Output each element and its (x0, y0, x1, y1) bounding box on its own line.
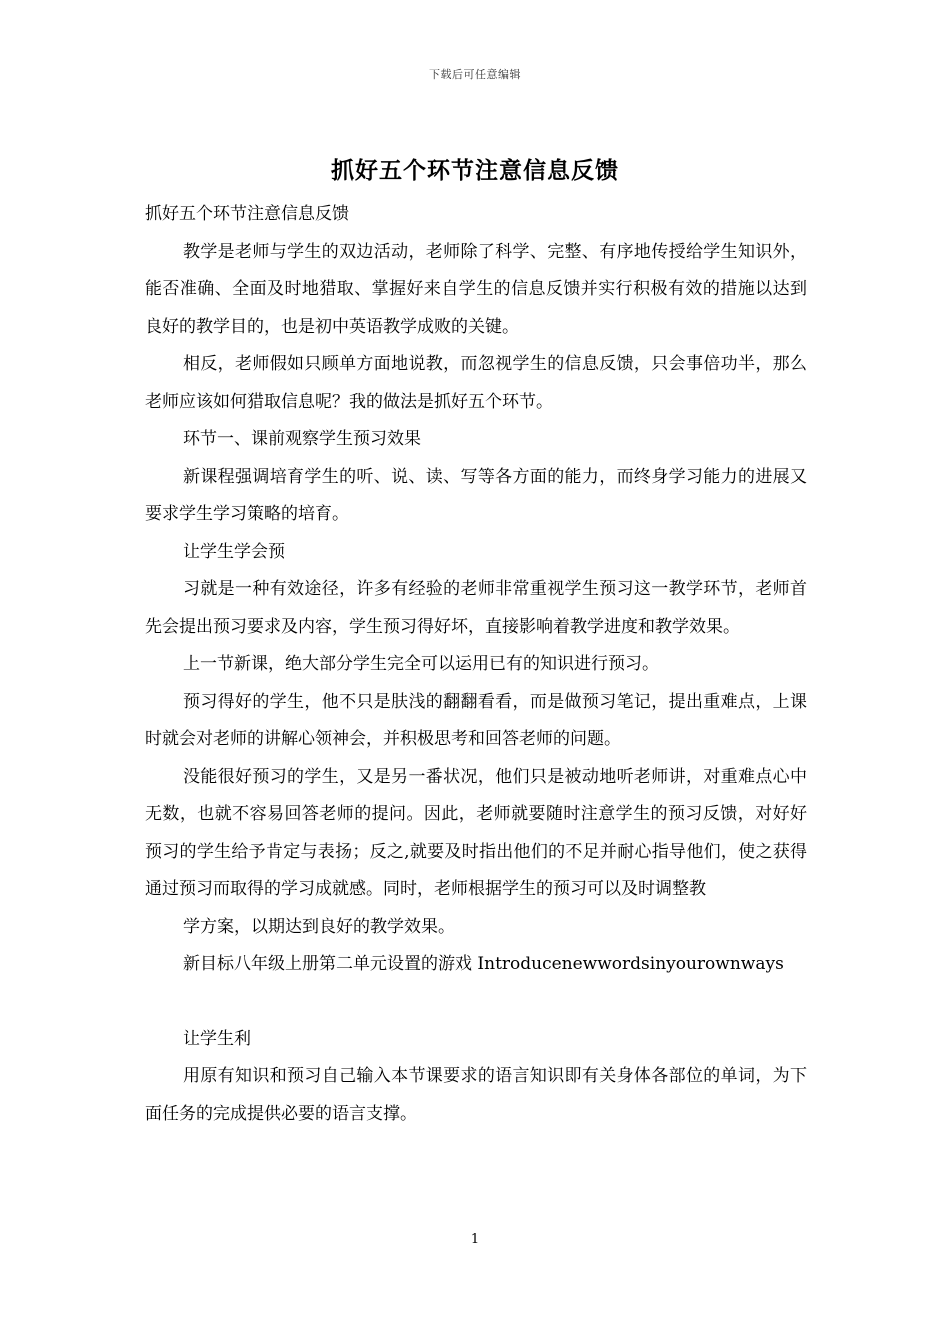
paragraph: 预习得好的学生，他不只是肤浅的翻翻看看，而是做预习笔记，提出重难点，上课时就会对老师的讲解心领神会，并积极思考和回答老师的问题。 (145, 691, 807, 749)
document-title: 抓好五个环节注意信息反馈 (331, 157, 619, 184)
page-number: 1 (470, 1232, 480, 1247)
header-note: 下载后可任意编辑 (429, 68, 521, 81)
paragraph: 习就是一种有效途径，许多有经验的老师非常重视学生预习这一教学环节，老师首先会提出预习要求及内容，学生预习得好坏，直接影响着教学进度和教学效果。 (145, 579, 807, 637)
paragraph: 上一节新课，绝大部分学生完全可以运用已有的知识进行预习。 (183, 654, 659, 674)
document-body (145, 196, 807, 1133)
paragraph: 新目标八年级上册第二单元设置的游戏 Introducenewwordsinyourownways (183, 954, 784, 974)
paragraph: 没能很好预习的学生，又是另一番状况，他们只是被动地听老师讲，对重难点心中无数，也就不容易回答老师的提问。因此，老师就要随时注意学生的预习反馈，对好好预习的学生给予肯定与表扬；反之,就要及时指出他们的不足并耐心指导他们，使之获得通过预习而取得的学习成就感。同时，老师根据学生的预习可以及时调整教 (145, 766, 807, 899)
paragraph: 教学是老师与学生的双边活动，老师除了科学、完整、有序地传授给学生知识外，能否准确、全面及时地猎取、掌握好来自学生的信息反馈并实行积极有效的措施以达到良好的教学目的，也是初中英语教学成败的关键。 (145, 241, 807, 337)
paragraph: 让学生利 (183, 1028, 251, 1049)
paragraph-subtitle: 抓好五个环节注意信息反馈 (145, 204, 349, 224)
paragraph: 让学生学会预 (183, 541, 285, 562)
section-heading: 环节一、课前观察学生预习效果 (183, 429, 421, 449)
paragraph: 相反，老师假如只顾单方面地说教，而忽视学生的信息反馈，只会事倍功半，那么老师应该如何猎取信息呢？我的做法是抓好五个环节。 (145, 354, 807, 412)
paragraph: 新课程强调培育学生的听、说、读、写等各方面的能力，而终身学习能力的进展又要求学生学习策略的培育。 (145, 466, 807, 524)
paragraph: 学方案，以期达到良好的教学效果。 (183, 916, 455, 937)
paragraph: 用原有知识和预习自己输入本节课要求的语言知识即有关身体各部位的单词，为下面任务的完成提供必要的语言支撑。 (145, 1066, 807, 1124)
